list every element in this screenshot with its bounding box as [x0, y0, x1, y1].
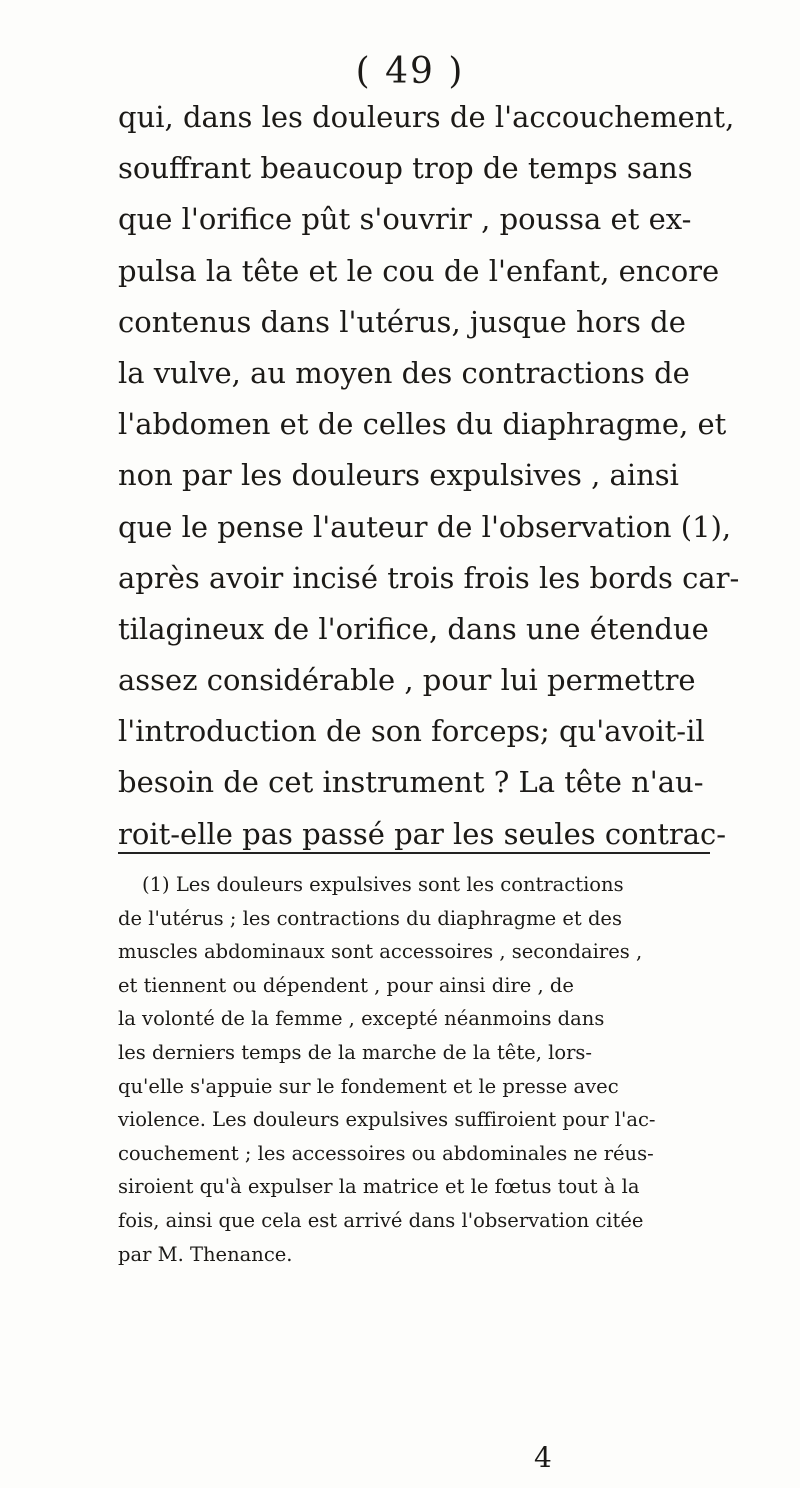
footnote-line: siroient qu'à expulser la matrice et le fœtus tout à la: [118, 1175, 640, 1199]
text-line: la vulve, au moyen des contractions de: [118, 355, 690, 390]
text-line: après avoir incisé trois frois les bords car-: [118, 560, 740, 595]
text-line: contenus dans l'utérus, jusque hors de: [118, 304, 686, 339]
footnote-line: la volonté de la femme , excepté néanmoins dans: [118, 1007, 605, 1031]
text-line: tilagineux de l'orifice, dans une étendue: [118, 611, 709, 646]
footnote-line: fois, ainsi que cela est arrivé dans l'observation citée: [118, 1208, 644, 1232]
text-line: que le pense l'auteur de l'observation (1),: [118, 509, 732, 544]
footnote-line: muscles abdominaux sont accessoires , secondaires ,: [118, 940, 643, 964]
text-line: que l'orifice pût s'ouvrir , poussa et ex-: [118, 202, 692, 237]
text-line: pulsa la tête et le cou de l'enfant, encore: [118, 253, 720, 288]
text-line: l'abdomen et de celles du diaphragme, et: [118, 407, 727, 442]
text-line: besoin de cet instrument ? La tête n'au-: [118, 765, 704, 800]
footnote-divider: [118, 852, 710, 854]
text-line: l'introduction de son forceps; qu'avoit-il: [118, 714, 705, 749]
page-number: ( 49 ): [355, 51, 465, 92]
footnote-line: qu'elle s'appuie sur le fondement et le presse avec: [118, 1074, 619, 1098]
footnote-line: par M. Thenance.: [118, 1242, 293, 1266]
signature-mark: 4: [534, 1441, 552, 1474]
footnote: [118, 868, 800, 1271]
text-line: souffrant beaucoup trop de temps sans: [118, 151, 693, 186]
footnote-line: couchement ; les accessoires ou abdominales ne réus-: [118, 1141, 654, 1165]
footnote-line: (1) Les douleurs expulsives sont les contractions: [142, 873, 624, 896]
footnote-line: de l'utérus ; les contractions du diaphragme et des: [118, 906, 622, 930]
footnote-line: violence. Les douleurs expulsives suffiroient pour l'ac-: [118, 1108, 656, 1132]
footnote-line: et tiennent ou dépendent , pour ainsi dire , de: [118, 973, 574, 997]
footnote-line: les derniers temps de la marche de la tête, lors-: [118, 1040, 593, 1064]
text-line: assez considérable , pour lui permettre: [118, 663, 696, 698]
text-line: qui, dans les douleurs de l'accouchement,: [118, 100, 735, 134]
text-line: non par les douleurs expulsives , ainsi: [118, 458, 679, 493]
main-text: [118, 92, 800, 860]
text-line: roit-elle pas passé par les seules contrac-: [118, 816, 727, 851]
